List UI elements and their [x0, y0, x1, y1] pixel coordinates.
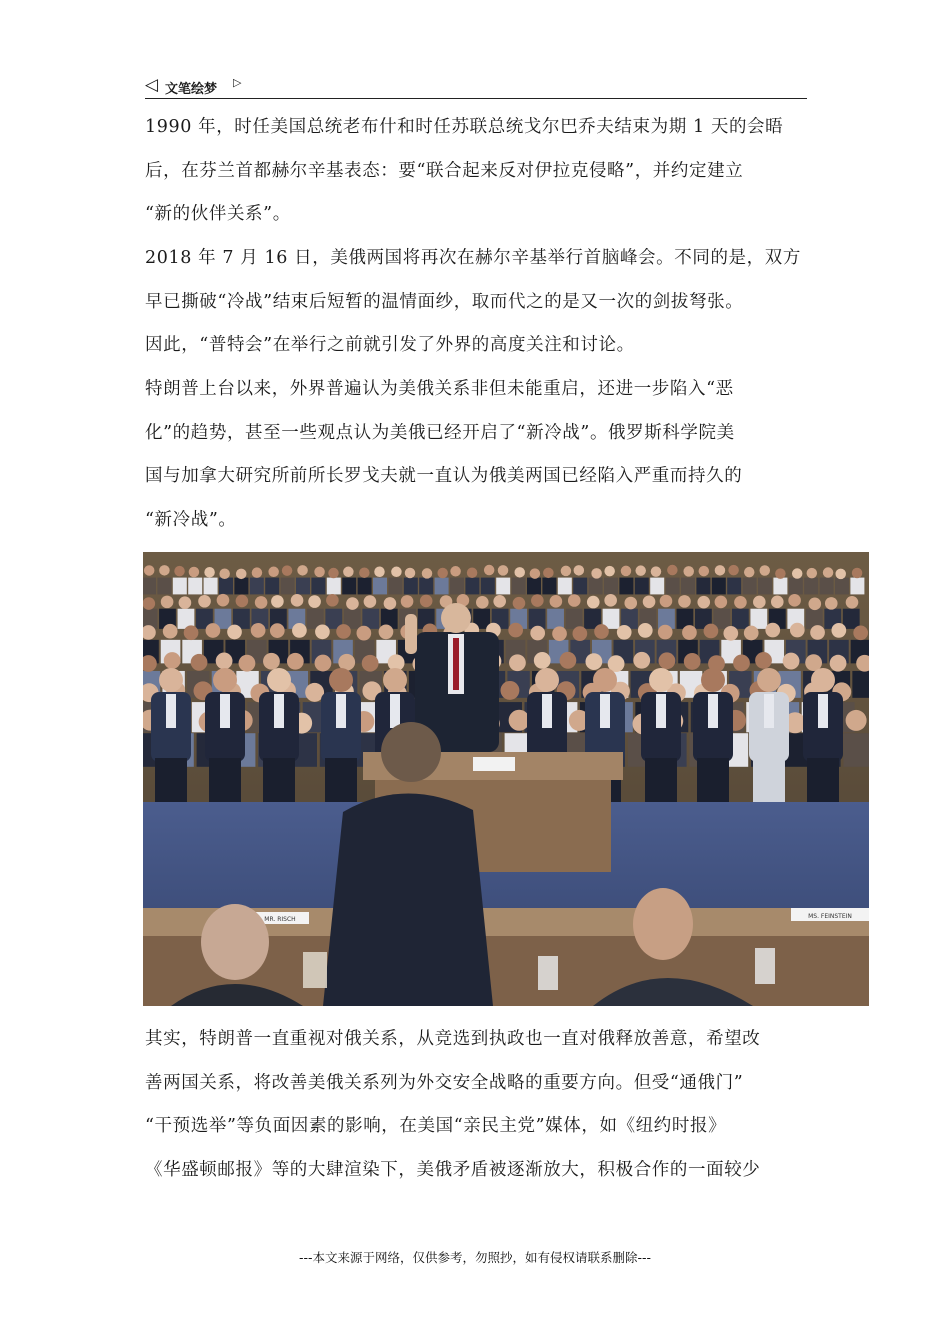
text-line: 《华盛顿邮报》等的大肆渲染下，美俄矛盾被逐渐放大，积极合作的一面较少	[145, 1159, 761, 1180]
crowd-head	[604, 566, 615, 577]
crowd-head	[198, 595, 211, 608]
crowd-figure	[758, 578, 772, 595]
crowd-head	[560, 652, 577, 669]
crowd-head	[514, 567, 525, 578]
crowd-figure	[843, 733, 869, 767]
crowd-figure	[188, 578, 202, 595]
text-line: 后，在芬兰首都赫尔辛基表态：要“联合起来反对伊拉克侵略”，并约定建立	[145, 160, 744, 181]
crowd-head	[530, 568, 541, 579]
crowd-head	[684, 653, 701, 670]
crowd-head	[391, 567, 402, 578]
crowd-head	[204, 567, 215, 578]
shirt	[818, 694, 828, 728]
nameplate-right: MS. FEINSTEIN	[808, 913, 852, 920]
seated-person-legs	[697, 758, 729, 802]
crowd-figure	[850, 578, 864, 595]
seated-person-legs	[753, 758, 785, 802]
crowd-figure	[732, 609, 749, 629]
crowd-head	[357, 626, 372, 641]
crowd-figure	[743, 578, 757, 595]
crowd-figure	[173, 578, 187, 595]
paragraph-1	[145, 106, 809, 237]
crowd-head	[678, 595, 691, 608]
crowd-head	[297, 565, 308, 576]
text-line: “干预选举”等负面因素的影响，在美国“亲民主党”媒体，如《纽约时报》	[145, 1116, 727, 1136]
crowd-head	[236, 569, 247, 580]
crowd-head	[179, 596, 192, 609]
crowd-head	[292, 623, 307, 638]
crowd-head	[255, 596, 268, 609]
crowd-figure	[573, 578, 587, 595]
crowd-figure	[512, 578, 526, 595]
crowd-head	[697, 596, 710, 609]
crowd-head	[531, 594, 544, 607]
crowd-head	[667, 565, 678, 576]
crowd-head	[846, 596, 859, 609]
crowd-head	[744, 626, 759, 641]
crowd-head	[658, 625, 673, 640]
crowd-head	[744, 567, 755, 578]
crowd-figure	[604, 578, 618, 595]
crowd-head	[587, 596, 600, 609]
text-line: 1990 年，时任美国总统老布什和时任苏联总统戈尔巴乔夫结束为期 1 天的会晤	[145, 117, 784, 137]
crowd-head	[164, 652, 181, 669]
crowd-head	[633, 652, 650, 669]
crowd-head	[326, 594, 339, 607]
crowd-head	[699, 566, 710, 577]
crowd-head	[219, 569, 230, 580]
crowd-head	[853, 625, 868, 640]
crowd-head	[792, 568, 803, 579]
crowd-head	[379, 624, 394, 639]
shirt	[656, 694, 666, 728]
crowd-head	[500, 681, 519, 700]
triangle-right-icon: ▷	[233, 76, 242, 89]
crowd-head	[343, 567, 354, 578]
paragraph-3	[145, 368, 809, 542]
crowd-head	[852, 568, 863, 579]
crowd-head	[830, 655, 847, 672]
text-line: 因此，“普特会”在举行之前就引发了外界的高度关注和讨论。	[145, 335, 635, 355]
text-line: 早已撕破“冷战”结束后短暂的温情面纱，取而代之的是又一次的剑拔弩张。	[145, 291, 744, 312]
crowd-head	[846, 710, 867, 731]
text-line: 化”的趋势，甚至一些观点认为美俄已经开启了“新冷战”。俄罗斯科学院美	[145, 422, 735, 443]
crowd-head	[270, 623, 285, 638]
crowd-figure	[835, 578, 849, 595]
paragraph-2	[145, 237, 809, 368]
crowd-head	[271, 595, 284, 608]
crowd-head	[420, 595, 433, 608]
crowd-figure	[635, 578, 649, 595]
crowd-figure	[542, 578, 556, 595]
crowd-head	[315, 624, 330, 639]
crowd-head	[788, 594, 801, 607]
crowd-head	[314, 567, 325, 578]
text-line: 善两国关系，将改善美俄关系列为外交安全战略的重要方向。但受“通俄门”	[145, 1072, 744, 1093]
seated-person-head	[329, 668, 353, 692]
crowd-head	[715, 596, 728, 609]
crowd-figure	[435, 578, 449, 595]
crowd-figure	[358, 578, 372, 595]
crowd-head	[550, 595, 563, 608]
crowd-head	[251, 623, 266, 638]
crowd-figure	[696, 578, 710, 595]
crowd-head	[810, 625, 825, 640]
crowd-head	[362, 655, 379, 672]
crowd-head	[585, 653, 602, 670]
crowd-head	[291, 594, 304, 607]
crowd-figure	[465, 578, 479, 595]
triangle-left-icon: ◁	[145, 75, 159, 95]
crowd-head	[728, 565, 739, 576]
crowd-head	[682, 625, 697, 640]
crowd-head	[239, 655, 256, 672]
crowd-head	[346, 597, 359, 610]
crowd-head	[336, 624, 351, 639]
seated-person-head	[701, 668, 725, 692]
seated-person-head	[213, 668, 237, 692]
seated-person-head	[159, 668, 183, 692]
crowd-head	[217, 594, 230, 607]
seated-person-head	[383, 668, 407, 692]
crowd-head	[835, 569, 846, 580]
text-line: “新冷战”。	[145, 509, 237, 530]
crowd-figure	[404, 578, 418, 595]
crowd-head	[621, 566, 632, 577]
crowd-figure	[311, 578, 325, 595]
footer-disclaimer: ---本文来源于网络，仅供参考，勿照抄，如有侵权请联系删除---	[298, 1250, 652, 1265]
crowd-figure	[157, 578, 171, 595]
crowd-head	[422, 568, 433, 579]
crowd-head	[315, 655, 332, 672]
crowd-head	[401, 595, 414, 608]
crowd-head	[733, 655, 750, 672]
crowd-figure	[789, 578, 803, 595]
text-line: 特朗普上台以来，外界普遍认为美俄关系非但未能重启，还进一步陷入“恶	[145, 379, 734, 399]
crowd-head	[790, 623, 805, 638]
crowd-head	[174, 566, 185, 577]
crowd-figure	[681, 578, 695, 595]
crowd-head	[508, 623, 523, 638]
crowd-head	[617, 625, 632, 640]
crowd-head	[189, 567, 200, 578]
crowd-head	[163, 624, 178, 639]
crowd-head	[543, 568, 554, 579]
crowd-head	[509, 710, 530, 731]
crowd-figure	[804, 578, 818, 595]
crowd-figure	[527, 578, 541, 595]
crowd-head	[831, 623, 846, 638]
text-line: 其实，特朗普一直重视对俄关系，从竞选到执政也一直对俄释放善意，希望改	[145, 1029, 761, 1049]
crowd-figure	[250, 578, 264, 595]
header-title: 文笔绘梦	[165, 82, 218, 97]
crowd-figure	[450, 578, 464, 595]
crowd-head	[659, 652, 676, 669]
crowd-head	[374, 567, 385, 578]
crowd-head	[450, 566, 461, 577]
crowd-head	[159, 565, 170, 576]
crowd-head	[771, 596, 784, 609]
crowd-head	[308, 595, 321, 608]
crowd-head	[651, 566, 662, 577]
crowd-figure	[820, 578, 834, 595]
seated-person-legs	[263, 758, 295, 802]
crowd-head	[227, 625, 242, 640]
shirt	[542, 694, 552, 728]
crowd-figure	[265, 578, 279, 595]
crowd-figure	[143, 578, 156, 595]
crowd-figure	[852, 671, 869, 698]
crowd-head	[704, 624, 719, 639]
shirt	[220, 694, 230, 728]
crowd-head	[552, 626, 567, 641]
shirt	[274, 694, 284, 728]
crowd-head	[604, 594, 617, 607]
crowd-head	[760, 565, 771, 576]
seated-person-head	[757, 668, 781, 692]
shirt	[764, 694, 774, 728]
crowd-head	[216, 653, 233, 670]
crowd-figure	[589, 578, 603, 595]
crowd-head	[683, 566, 694, 577]
crowd-head	[807, 568, 818, 579]
crowd-figure	[843, 609, 860, 629]
paragraph-4	[145, 1018, 809, 1192]
shirt	[166, 694, 176, 728]
crowd-head	[574, 565, 585, 576]
crowd-head	[568, 594, 581, 607]
crowd-head	[268, 567, 279, 578]
crowd-head	[206, 623, 221, 638]
crowd-head	[405, 568, 416, 579]
crowd-head	[476, 596, 489, 609]
crowd-head	[498, 565, 509, 576]
crowd-head	[282, 565, 293, 576]
crowd-figure	[219, 578, 233, 595]
crowd-head	[161, 596, 174, 609]
crowd-figure	[727, 578, 741, 595]
crowd-head	[723, 626, 738, 641]
crowd-head	[825, 597, 838, 610]
seated-person-head	[649, 668, 673, 692]
seated-person-legs	[155, 758, 187, 802]
crowd-figure	[373, 578, 387, 595]
crowd-head	[530, 626, 545, 641]
crowd-figure	[558, 578, 572, 595]
crowd-figure	[650, 578, 664, 595]
text-line: “新的伙伴关系”。	[145, 204, 291, 224]
seated-person-legs	[807, 758, 839, 802]
crowd-head	[823, 567, 834, 578]
crowd-head	[755, 652, 772, 669]
crowd-head	[143, 597, 155, 610]
crowd-figure	[342, 578, 356, 595]
text-line: 2018 年 7 月 16 日，美俄两国将再次在赫尔辛基举行首脑峰会。不同的是，双方	[145, 248, 801, 268]
crowd-head	[765, 623, 780, 638]
seated-person-head	[535, 668, 559, 692]
crowd-head	[783, 653, 800, 670]
crowd-figure	[388, 578, 402, 595]
seated-person-legs	[325, 758, 357, 802]
crowd-figure	[419, 578, 433, 595]
crowd-head	[328, 568, 339, 579]
page-header	[145, 74, 807, 99]
crowd-head	[561, 566, 572, 577]
crowd-head	[509, 654, 526, 671]
crowd-head	[775, 568, 786, 579]
crowd-figure	[773, 578, 787, 595]
crowd-head	[591, 568, 602, 579]
crowd-head	[263, 653, 280, 670]
crowd-head	[808, 598, 821, 611]
crowd-figure	[666, 578, 680, 595]
crowd-figure	[496, 578, 510, 595]
crowd-head	[594, 624, 609, 639]
crowd-head	[493, 595, 506, 608]
crowd-figure	[204, 578, 218, 595]
crowd-head	[513, 597, 526, 610]
crowd-head	[484, 565, 495, 576]
crowd-figure	[296, 578, 310, 595]
crowd-head	[624, 597, 637, 610]
crowd-head	[638, 623, 653, 638]
crowd-head	[236, 595, 249, 608]
crowd-head	[573, 626, 588, 641]
crowd-figure	[547, 609, 564, 629]
crowd-head	[734, 596, 747, 609]
shirt	[390, 694, 400, 728]
crowd-head	[635, 565, 646, 576]
crowd-head	[384, 597, 397, 610]
crowd-head	[364, 595, 377, 608]
shirt	[708, 694, 718, 728]
shirt	[336, 694, 346, 728]
crowd-head	[191, 654, 208, 671]
crowd-head	[437, 568, 448, 579]
crowd-figure	[234, 578, 248, 595]
crowd-figure	[281, 578, 295, 595]
crowd-head	[534, 652, 551, 669]
crowd-figure	[481, 578, 495, 595]
seated-person-legs	[209, 758, 241, 802]
crowd-head	[715, 565, 726, 576]
crowd-head	[359, 567, 370, 578]
text-line: 国与加拿大研究所前所长罗戈夫就一直认为俄美两国已经陷入严重而持久的	[145, 466, 743, 486]
seated-person-head	[811, 668, 835, 692]
seated-person-head	[593, 668, 617, 692]
crowd-figure	[619, 578, 633, 595]
crowd-head	[467, 567, 478, 578]
crowd-head	[660, 595, 673, 608]
crowd-figure	[566, 609, 583, 629]
crowd-head	[144, 565, 155, 576]
crowd-head	[753, 596, 766, 609]
nameplate-left: MR. RISCH	[264, 916, 296, 923]
crowd-head	[184, 625, 199, 640]
seated-person-head	[267, 668, 291, 692]
crowd-figure	[712, 578, 726, 595]
shirt	[600, 694, 610, 728]
crowd-head	[252, 567, 263, 578]
hearing-photo	[143, 552, 869, 1006]
crowd-head	[287, 653, 304, 670]
crowd-figure	[327, 578, 341, 595]
crowd-head	[643, 595, 656, 608]
seated-person-legs	[645, 758, 677, 802]
